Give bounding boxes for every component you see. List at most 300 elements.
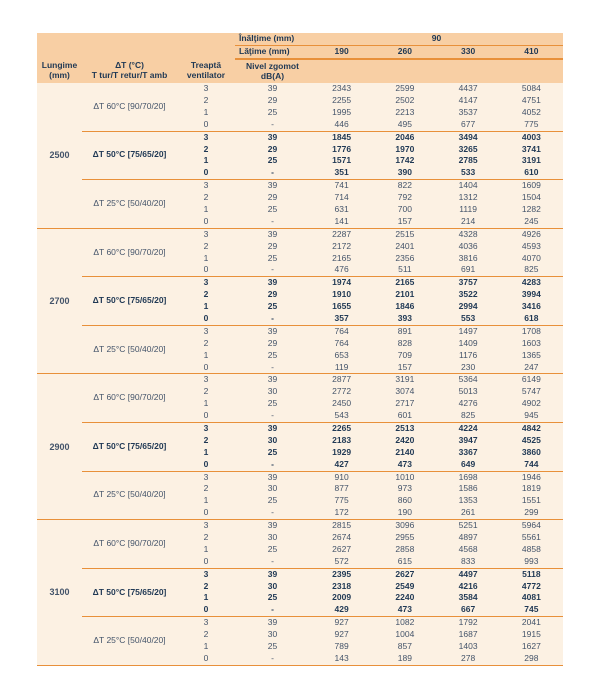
value-cell: 5964 (500, 520, 563, 532)
value-cell: 2172 (310, 241, 373, 253)
value-cell: 1776 (310, 143, 373, 155)
value-cell: 3860 (500, 447, 563, 459)
value-cell: 1698 (437, 471, 500, 483)
value-cell: 4593 (500, 241, 563, 253)
noise-cell: 39 (235, 131, 310, 143)
value-cell: 4328 (437, 228, 500, 240)
table-row (37, 180, 563, 192)
value-cell: 792 (373, 192, 436, 204)
value-cell: 4858 (500, 544, 563, 556)
value-cell: 691 (437, 264, 500, 276)
delta-t-header (82, 59, 177, 83)
delta-t-cell: ΔT 50°C [75/65/20] (82, 277, 177, 326)
width-value: 330 (437, 45, 500, 59)
value-cell: 714 (310, 192, 373, 204)
fan-step-cell: 0 (177, 264, 235, 276)
fan-step-cell: 1 (177, 107, 235, 119)
fan-step-cell: 2 (177, 629, 235, 641)
fan-step-cell: 2 (177, 143, 235, 155)
value-cell: 822 (373, 180, 436, 192)
value-cell: 495 (373, 119, 436, 131)
value-cell: 775 (310, 495, 373, 507)
fan-step-cell: 1 (177, 641, 235, 653)
value-cell: 2502 (373, 95, 436, 107)
value-cell: 927 (310, 629, 373, 641)
fan-step-cell: 3 (177, 83, 235, 95)
noise-cell: - (235, 410, 310, 422)
noise-cell: 30 (235, 483, 310, 495)
value-cell: 4216 (437, 581, 500, 593)
value-cell: 764 (310, 325, 373, 337)
value-cell: 860 (373, 495, 436, 507)
noise-cell: 29 (235, 143, 310, 155)
value-cell: 157 (373, 216, 436, 228)
table-row (37, 228, 563, 240)
value-cell: 1845 (310, 131, 373, 143)
noise-cell: - (235, 361, 310, 373)
noise-cell: - (235, 216, 310, 228)
value-cell: 473 (373, 459, 436, 471)
value-cell: 299 (500, 507, 563, 519)
value-cell: 3757 (437, 277, 500, 289)
value-cell: 5747 (500, 386, 563, 398)
value-cell: 649 (437, 459, 500, 471)
noise-cell: - (235, 653, 310, 665)
fan-step-cell: 3 (177, 520, 235, 532)
value-cell: 278 (437, 653, 500, 665)
noise-cell: 39 (235, 325, 310, 337)
value-cell: 5561 (500, 532, 563, 544)
value-cell: 511 (373, 264, 436, 276)
noise-cell: - (235, 604, 310, 616)
value-cell: 1365 (500, 350, 563, 362)
noise-cell: 25 (235, 204, 310, 216)
table-row (37, 568, 563, 580)
value-cell: 2213 (373, 107, 436, 119)
value-cell: 1282 (500, 204, 563, 216)
value-cell: 709 (373, 350, 436, 362)
noise-cell: 30 (235, 435, 310, 447)
value-cell: 2356 (373, 252, 436, 264)
value-cell: 4081 (500, 592, 563, 604)
noise-cell: 30 (235, 386, 310, 398)
fan-step-cell: 2 (177, 581, 235, 593)
value-cell: 1910 (310, 289, 373, 301)
table-row (37, 471, 563, 483)
value-cell: 3522 (437, 289, 500, 301)
value-cell: 1176 (437, 350, 500, 362)
noise-cell: - (235, 264, 310, 276)
value-cell: 3265 (437, 143, 500, 155)
length-cell: 2900 (37, 374, 82, 520)
fan-step-header-line: ventilator (186, 70, 226, 80)
value-cell: 4525 (500, 435, 563, 447)
value-cell: 1792 (437, 617, 500, 629)
fan-step-cell: 1 (177, 398, 235, 410)
value-cell: 741 (310, 180, 373, 192)
value-cell: 4276 (437, 398, 500, 410)
fan-step-cell: 2 (177, 289, 235, 301)
value-cell: 393 (373, 313, 436, 325)
value-cell: 631 (310, 204, 373, 216)
value-cell: 1004 (373, 629, 436, 641)
value-cell: 2041 (500, 617, 563, 629)
value-cell: 4772 (500, 581, 563, 593)
value-cell: 214 (437, 216, 500, 228)
value-cell: 247 (500, 361, 563, 373)
value-cell: 2255 (310, 95, 373, 107)
value-cell: 2549 (373, 581, 436, 593)
value-cell: 4147 (437, 95, 500, 107)
value-cell: 3494 (437, 131, 500, 143)
value-cell: 141 (310, 216, 373, 228)
noise-cell: - (235, 119, 310, 131)
noise-cell: 25 (235, 301, 310, 313)
value-cell: 1404 (437, 180, 500, 192)
fan-step-cell: 1 (177, 495, 235, 507)
value-cell: 189 (373, 653, 436, 665)
value-cell: 2627 (373, 568, 436, 580)
value-cell: 857 (373, 641, 436, 653)
value-cell: 1353 (437, 495, 500, 507)
noise-cell: 25 (235, 544, 310, 556)
value-cell: 825 (437, 410, 500, 422)
noise-cell: 39 (235, 374, 310, 386)
value-cell: 1742 (373, 155, 436, 167)
value-cell: 910 (310, 471, 373, 483)
value-cell: 764 (310, 338, 373, 350)
value-cell: 833 (437, 556, 500, 568)
value-cell: 473 (373, 604, 436, 616)
value-cell: 2046 (373, 131, 436, 143)
delta-t-cell: ΔT 50°C [75/65/20] (82, 131, 177, 180)
value-cell: 1010 (373, 471, 436, 483)
value-cell: 572 (310, 556, 373, 568)
value-cell: 4437 (437, 83, 500, 95)
fan-step-cell: 3 (177, 180, 235, 192)
value-cell: 427 (310, 459, 373, 471)
value-cell: 973 (373, 483, 436, 495)
value-cell: 615 (373, 556, 436, 568)
noise-cell: 29 (235, 338, 310, 350)
value-cell: 744 (500, 459, 563, 471)
table-row (37, 277, 563, 289)
noise-cell: - (235, 459, 310, 471)
value-cell: 927 (310, 617, 373, 629)
noise-cell: 39 (235, 471, 310, 483)
table-row (37, 325, 563, 337)
value-cell: 828 (373, 338, 436, 350)
value-cell: 1586 (437, 483, 500, 495)
fan-step-cell: 2 (177, 386, 235, 398)
value-cell: 298 (500, 653, 563, 665)
value-cell: 4052 (500, 107, 563, 119)
noise-cell: 25 (235, 252, 310, 264)
value-cell: 1915 (500, 629, 563, 641)
value-cell: 3096 (373, 520, 436, 532)
value-cell: 1687 (437, 629, 500, 641)
noise-cell: - (235, 313, 310, 325)
noise-cell: 25 (235, 641, 310, 653)
fan-step-cell: 0 (177, 556, 235, 568)
fan-step-cell: 1 (177, 204, 235, 216)
noise-cell: 39 (235, 228, 310, 240)
value-cell: 2955 (373, 532, 436, 544)
height-label: Înălţime (mm) (235, 33, 310, 45)
value-cell: 230 (437, 361, 500, 373)
fan-step-header-line: Treaptă (190, 60, 222, 71)
value-cell: 653 (310, 350, 373, 362)
fan-step-cell: 3 (177, 131, 235, 143)
table-header (37, 33, 563, 83)
value-cell: 1929 (310, 447, 373, 459)
value-cell: 2318 (310, 581, 373, 593)
value-cell: 667 (437, 604, 500, 616)
width-value: 190 (310, 45, 373, 59)
value-cell: 891 (373, 325, 436, 337)
noise-cell: 29 (235, 95, 310, 107)
noise-cell: 25 (235, 398, 310, 410)
header-spacer (310, 59, 563, 83)
value-cell: 2009 (310, 592, 373, 604)
value-cell: 2101 (373, 289, 436, 301)
value-cell: 2450 (310, 398, 373, 410)
noise-cell: 29 (235, 241, 310, 253)
delta-t-cell: ΔT 25°C [50/40/20] (82, 325, 177, 374)
fan-step-cell: 1 (177, 155, 235, 167)
value-cell: 789 (310, 641, 373, 653)
value-cell: 1082 (373, 617, 436, 629)
value-cell: 3947 (437, 435, 500, 447)
fan-step-cell: 2 (177, 192, 235, 204)
header-spacer (37, 33, 235, 45)
value-cell: 553 (437, 313, 500, 325)
value-cell: 2343 (310, 83, 373, 95)
value-cell: 1708 (500, 325, 563, 337)
height-value: 90 (310, 33, 563, 45)
value-cell: 351 (310, 167, 373, 179)
value-cell: 775 (500, 119, 563, 131)
value-cell: 1504 (500, 192, 563, 204)
value-cell: 2599 (373, 83, 436, 95)
table-row (37, 374, 563, 386)
fan-step-cell: 1 (177, 252, 235, 264)
width-header-row (37, 45, 563, 59)
length-cell: 2500 (37, 83, 82, 228)
value-cell: 2772 (310, 386, 373, 398)
value-cell: 1403 (437, 641, 500, 653)
length-cell: 3100 (37, 520, 82, 666)
noise-cell: - (235, 556, 310, 568)
fan-step-cell: 0 (177, 361, 235, 373)
noise-cell: 39 (235, 520, 310, 532)
fan-step-cell: 0 (177, 313, 235, 325)
fan-step-cell: 3 (177, 471, 235, 483)
value-cell: 1946 (500, 471, 563, 483)
value-cell: 1627 (500, 641, 563, 653)
value-cell: 1970 (373, 143, 436, 155)
fan-step-cell: 3 (177, 277, 235, 289)
value-cell: 2858 (373, 544, 436, 556)
value-cell: 1819 (500, 483, 563, 495)
table-row (37, 422, 563, 434)
value-cell: 825 (500, 264, 563, 276)
value-cell: 2395 (310, 568, 373, 580)
value-cell: 3584 (437, 592, 500, 604)
noise-cell: 39 (235, 422, 310, 434)
value-cell: 3191 (500, 155, 563, 167)
delta-t-cell: ΔT 60°C [90/70/20] (82, 374, 177, 423)
noise-cell: 30 (235, 629, 310, 641)
value-cell: 190 (373, 507, 436, 519)
value-cell: 2140 (373, 447, 436, 459)
fan-step-cell: 0 (177, 216, 235, 228)
delta-t-cell: ΔT 50°C [75/65/20] (82, 422, 177, 471)
value-cell: 357 (310, 313, 373, 325)
fan-step-cell: 2 (177, 338, 235, 350)
table-row (37, 131, 563, 143)
noise-cell: 25 (235, 107, 310, 119)
delta-t-header-line: T tur/T retur/T amb (91, 70, 168, 80)
radiator-output-table (37, 33, 563, 666)
value-cell: 1995 (310, 107, 373, 119)
delta-t-cell: ΔT 25°C [50/40/20] (82, 180, 177, 229)
noise-cell: - (235, 507, 310, 519)
value-cell: 1609 (500, 180, 563, 192)
value-cell: 119 (310, 361, 373, 373)
value-cell: 1571 (310, 155, 373, 167)
value-cell: 1312 (437, 192, 500, 204)
delta-t-cell: ΔT 50°C [75/65/20] (82, 568, 177, 617)
fan-step-cell: 0 (177, 410, 235, 422)
value-cell: 745 (500, 604, 563, 616)
value-cell: 476 (310, 264, 373, 276)
value-cell: 601 (373, 410, 436, 422)
value-cell: 3074 (373, 386, 436, 398)
value-cell: 3191 (373, 374, 436, 386)
delta-t-cell: ΔT 60°C [90/70/20] (82, 520, 177, 569)
value-cell: 446 (310, 119, 373, 131)
value-cell: 3416 (500, 301, 563, 313)
value-cell: 993 (500, 556, 563, 568)
value-cell: 2165 (373, 277, 436, 289)
fan-step-cell: 2 (177, 241, 235, 253)
fan-step-cell: 0 (177, 507, 235, 519)
value-cell: 945 (500, 410, 563, 422)
value-cell: 6149 (500, 374, 563, 386)
noise-header-line: Nivel zgomot (246, 60, 299, 71)
value-cell: 157 (373, 361, 436, 373)
value-cell: 3741 (500, 143, 563, 155)
value-cell: 1974 (310, 277, 373, 289)
value-cell: 5013 (437, 386, 500, 398)
value-cell: 1497 (437, 325, 500, 337)
value-cell: 429 (310, 604, 373, 616)
value-cell: 172 (310, 507, 373, 519)
value-cell: 610 (500, 167, 563, 179)
fan-step-cell: 1 (177, 544, 235, 556)
value-cell: 677 (437, 119, 500, 131)
noise-cell: 30 (235, 532, 310, 544)
value-cell: 1655 (310, 301, 373, 313)
value-cell: 4036 (437, 241, 500, 253)
fan-step-cell: 1 (177, 592, 235, 604)
noise-cell: 25 (235, 495, 310, 507)
noise-cell: 30 (235, 581, 310, 593)
value-cell: 4003 (500, 131, 563, 143)
width-label: Lăţime (mm) (235, 45, 310, 59)
height-header-row (37, 33, 563, 45)
value-cell: 2674 (310, 532, 373, 544)
noise-cell: 39 (235, 617, 310, 629)
value-cell: 4283 (500, 277, 563, 289)
value-cell: 2815 (310, 520, 373, 532)
delta-t-cell: ΔT 25°C [50/40/20] (82, 617, 177, 666)
value-cell: 4897 (437, 532, 500, 544)
fan-step-cell: 2 (177, 435, 235, 447)
value-cell: 3537 (437, 107, 500, 119)
value-cell: 2877 (310, 374, 373, 386)
delta-t-cell: ΔT 25°C [50/40/20] (82, 471, 177, 520)
table-body (37, 83, 563, 665)
value-cell: 390 (373, 167, 436, 179)
noise-cell: 29 (235, 192, 310, 204)
value-cell: 4070 (500, 252, 563, 264)
noise-cell: 39 (235, 83, 310, 95)
value-cell: 2785 (437, 155, 500, 167)
noise-cell: 29 (235, 289, 310, 301)
fan-step-cell: 1 (177, 447, 235, 459)
value-cell: 1551 (500, 495, 563, 507)
value-cell: 5251 (437, 520, 500, 532)
value-cell: 261 (437, 507, 500, 519)
value-cell: 1409 (437, 338, 500, 350)
fan-step-cell: 3 (177, 325, 235, 337)
value-cell: 2627 (310, 544, 373, 556)
fan-step-cell: 3 (177, 617, 235, 629)
value-cell: 700 (373, 204, 436, 216)
fan-step-cell: 3 (177, 374, 235, 386)
fan-step-cell: 0 (177, 459, 235, 471)
table-row (37, 520, 563, 532)
noise-cell: 25 (235, 350, 310, 362)
fan-step-cell: 2 (177, 483, 235, 495)
value-cell: 5084 (500, 83, 563, 95)
delta-t-cell: ΔT 60°C [90/70/20] (82, 228, 177, 277)
length-header-line: (mm) (49, 70, 70, 80)
width-value: 410 (500, 45, 563, 59)
value-cell: 4842 (500, 422, 563, 434)
delta-t-header-line: ΔT (°C) (115, 60, 144, 71)
fan-step-cell: 0 (177, 604, 235, 616)
value-cell: 1119 (437, 204, 500, 216)
value-cell: 877 (310, 483, 373, 495)
table-row (37, 83, 563, 95)
value-cell: 3816 (437, 252, 500, 264)
header-spacer (37, 45, 235, 59)
value-cell: 3367 (437, 447, 500, 459)
fan-step-header (177, 59, 235, 83)
value-cell: 2717 (373, 398, 436, 410)
value-cell: 4224 (437, 422, 500, 434)
value-cell: 2515 (373, 228, 436, 240)
column-header-row (37, 59, 563, 83)
value-cell: 4568 (437, 544, 500, 556)
noise-cell: 39 (235, 277, 310, 289)
value-cell: 4902 (500, 398, 563, 410)
value-cell: 543 (310, 410, 373, 422)
length-header-line: Lungime (41, 60, 78, 71)
